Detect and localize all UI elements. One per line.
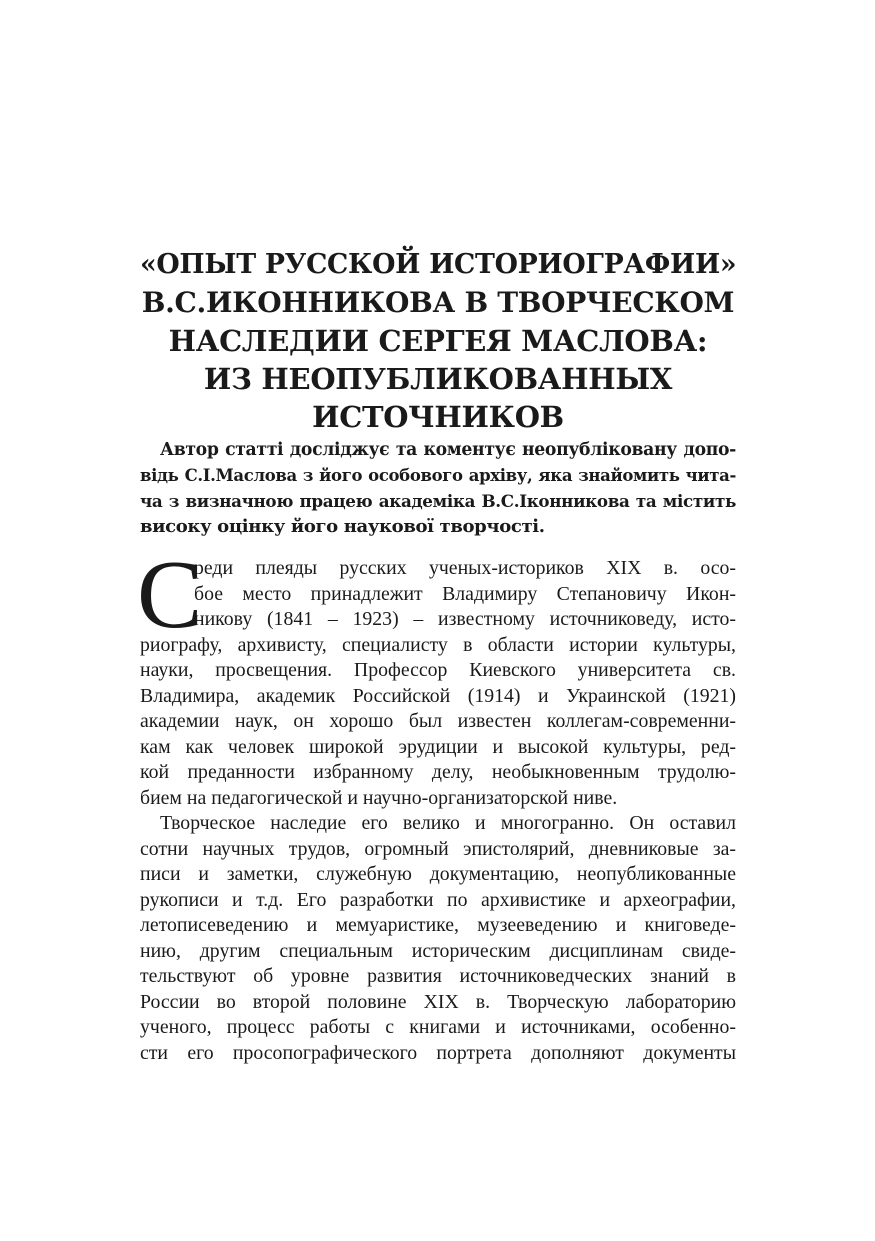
- abstract-line: високу оцінку його наукової творчості.: [140, 515, 545, 537]
- abstract-line: Автор статті досліджує та коментує неопубліковану допо-: [160, 440, 736, 460]
- title-line: В.С.ИКОННИКОВА В ТВОРЧЕСКОМ: [141, 286, 735, 319]
- article-title: [140, 246, 736, 436]
- body-line: сти его просопографического портрета дополняют документы: [140, 1041, 736, 1064]
- abstract: [140, 436, 736, 538]
- body-line: тельствуют об уровне развития источниковедческих знаний в: [140, 965, 736, 987]
- body-line: никову (1841 – 1923) – известному источниковеду, исто-: [194, 608, 736, 630]
- body-line: реди плеяды русских ученых-историков XIX в. осо-: [194, 557, 736, 579]
- title-line: ИСТОЧНИКОВ: [312, 400, 564, 434]
- body-line: академии наук, он хорошо был известен коллегам-современни-: [140, 710, 736, 732]
- body-line: Творческое наследие его велико и многогранно. Он оставил: [160, 812, 736, 834]
- abstract-line: ча з визначною працею академіка В.С.Іконникова та містить: [140, 491, 736, 511]
- drop-cap: С: [137, 541, 203, 649]
- title-line: «ОПЫТ РУССКОЙ ИСТОРИОГРАФИИ»: [140, 249, 737, 280]
- title-line: НАСЛЕДИИ СЕРГЕЯ МАСЛОВА:: [168, 324, 708, 358]
- body-text: [137, 541, 736, 1066]
- body-line: нию, другим специальным историческим дисциплинам свиде-: [140, 939, 736, 962]
- body-line: летописеведению и мемуаристике, музееведению и книговеде-: [140, 914, 736, 936]
- body-line: риографу, архивисту, специалисту в области истории культуры,: [140, 633, 736, 656]
- abstract-line: відь С.І.Маслова з його особового архіву, яка знайомить чита-: [140, 465, 736, 485]
- title-line: ИЗ НЕОПУБЛИКОВАННЫХ: [203, 362, 673, 396]
- body-line: сотни научных трудов, огромный эпистолярий, дневниковые за-: [140, 837, 736, 860]
- body-line: кам как человек широкой эрудиции и высокой культуры, ред-: [140, 735, 736, 758]
- body-line: науки, просвещения. Профессор Киевского университета св.: [140, 659, 736, 681]
- body-line: бое место принадлежит Владимиру Степановичу Икон-: [194, 582, 736, 605]
- body-line: России во второй половине XIX в. Творческую лабораторию: [140, 990, 736, 1013]
- body-line: ученого, процесс работы с книгами и источниками, особенно-: [140, 1016, 736, 1038]
- body-line: Владимира, академик Российской (1914) и Украинской (1921): [140, 684, 736, 707]
- body-line: бием на педагогической и научно-организаторской ниве.: [140, 786, 618, 809]
- body-line: рукописи и т.д. Его разработки по архивистике и археографии,: [140, 888, 736, 911]
- body-line: писи и заметки, служебную документацию, неопубликованные: [140, 863, 736, 885]
- body-line: кой преданности избранному делу, необыкновенным трудолю-: [140, 761, 736, 783]
